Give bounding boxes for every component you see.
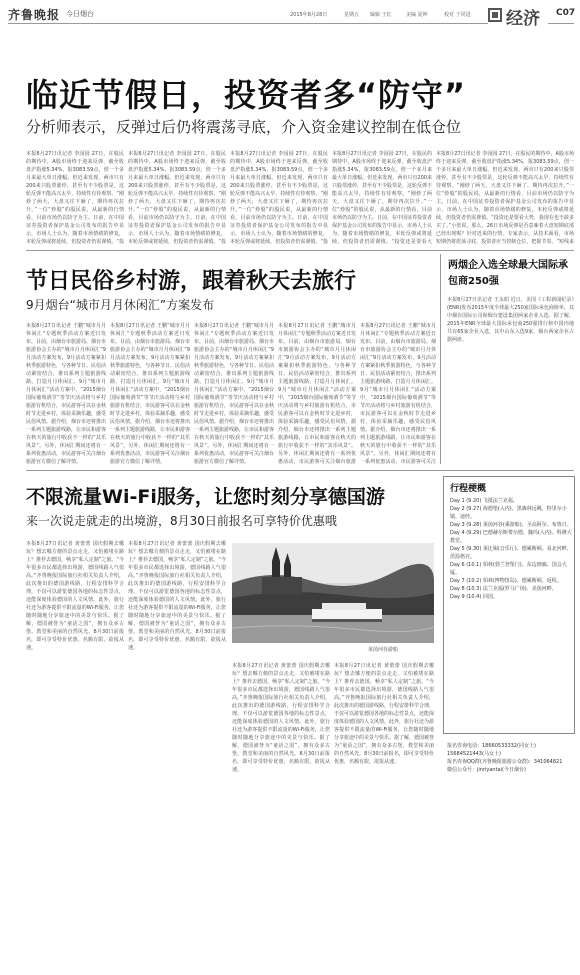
article1-column-2: 本报8月27日讯记者 李园园 27日，在股民的期待中，A股市场终于迎来反弹，截至收盘沪指涨5.34%，报3083.59点，创一个多月来最大单日涨幅。但近来发现，两市只有200来只股票涨停，甚至有不少股票是，这轮反弹不能高兴太早，持续性有待观察。“刚炒了两天，大盘又往下砸了，期待再次拉升。”一位“炒股”的股民说，从最新的行情看，目前市场仍以防守为主。日前，在中国证券投资者保护基金公司发布的报告中显示，市场人士认为，随着市场情绪的修复，本轮反弹或将延续，但投资者仍需谨慎。“投 xyxy=(128,151,226,245)
article2-column-1: 本报8月27日讯记者 王鹏“城市月月休闲汇”专题秋季活动方案近日发布。目前，由烟台市旅游局、烟台市旅游协会主办的“城市月月休闲汇”9月活动方案发布，9月活动方案紧扣秋季旅游特色，与各种节日、民俗活动紧密结合，推出系列主题旅游线路，打造月月休闲汇。9月“城市月月休闲汇”活动方案中，“2015烟台国际葡萄酒节”等节庆活动将与乡村旅游有机结合，市民游客可以在金秋时节走进乡村，体验采摘乐趣，感受民俗风情。据介绍，烟台市还将推出一系列主题旅游线路，让市民和游客在秋天的旅行中收获不一样的“其乐风景”。另外，休闲汇期间还将有一系列优惠活动，市民游客可关注烟台旅游官方微信了解详情。 xyxy=(26,323,106,464)
article2-column-5: 本报8月27日讯记者 王鹏“城市月月休闲汇”专题秋季活动方案近日发布。目前，由烟台市旅游局、烟台市旅游协会主办的“城市月月休闲汇”9月活动方案发布，9月活动方案紧扣秋季旅游特色，与各种节日、民俗活动紧密结合，推出系列主题旅游线路，打造月月休闲汇。9月“城市月月休闲汇”活动方案中，“2015烟台国际葡萄酒节”等节庆活动将与乡村旅游有机结合，市民游客可以在金秋时节走进乡村，体验采摘乐趣，感受民俗风情。据介绍，烟台市还将推出一系列主题旅游线路，让市民和游客在秋天的旅行中收获不一样的“其乐风景”。另外，休闲汇期间还将有一系列优惠活动，市民游客可关注 xyxy=(360,323,436,464)
section-square-icon xyxy=(488,8,502,22)
article3-column-2: 本报8月27日讯记者 黄蕾蕾 国庆假期去哪玩？想去哪方便的景点走走，又怕被堵在路上？推荐去德国，畅享“私人定制”之旅。“今年很多市民都选择出境游，德国线路人气很高。”齐鲁晚报国际旅行社相关负责人介绍，此次推出的德国游线路，行程安排科学合理，不仅可以游览德国各地的标志性景点，还能深度体验德国的人文风情。此外，旅行社还为游客提供不限流量的Wi-Fi服务，让您随时随地分享旅途中的美景与快乐。据了解，德国被誉为“童话之国”，拥有众多古堡、教堂和美丽的自然风光。8月30日前报名，即可享受特价优惠，名额有限，欲报从速。 xyxy=(128,541,226,651)
article1-column-4: 本报8月27日讯记者 李园园 27日，在股民的期待中，A股市场终于迎来反弹，截至收盘沪指涨5.34%，报3083.59点，创一个多月来最大单日涨幅。但近来发现，两市只有200来只股票涨停，甚至有不少股票是，这轮反弹不能高兴太早，持续性有待观察。“刚炒了两天，大盘又往下砸了，期待再次拉升。”一位“炒股”的股民说，从最新的行情看，目前市场仍以防守为主。日前，在中国证券投资者保护基金公司发布的报告中显示，市场人士认为，随着市场情绪的修复，本轮反弹或将延续，但投资者仍需谨慎。“投资还是要看大 xyxy=(332,151,432,245)
itinerary-item: Day 1 (9.20) 飞抵法兰克福。 xyxy=(450,498,518,504)
column-divider xyxy=(440,254,441,464)
contact-phone-2: 15684521443(马女士) xyxy=(447,751,501,757)
itinerary-item: Day 2 (9.27) 海德堡(入内)、黑森林远眺、特里尔小镇、途经。 xyxy=(450,506,567,520)
masthead-logo: 齐鲁晚报 xyxy=(8,8,61,22)
photo-caption: 莱茵河谷游船 xyxy=(368,647,399,653)
itinerary-item: Day 5 (9.30) 莱比锡(音乐厅)、德累斯顿、易北河畔、茨温格宫。 xyxy=(450,546,572,560)
itinerary-box xyxy=(443,476,575,734)
contact-phone: 报名咨询电话：18660533332(同女士) xyxy=(447,743,536,749)
itinerary-item: Day 4 (9.29) 巴德赫尔斯费尔德、魏玛(入内)、科隆大教堂。 xyxy=(450,530,572,544)
itinerary-list xyxy=(450,497,572,601)
divider xyxy=(26,470,574,471)
article3-subheadline: 来一次说走就走的出境游，8月30日前报名可享特价优惠哦 xyxy=(26,514,337,528)
sidebar-body: 本报8月27日讯记者 王永昭 近日，美国《工程新闻纪录》(ENR)发布2015年度全球最大250家国际承包商榜单，其中烟台国际公司和烟台建设集团两家企业入选。据了解，2015年ENR全球最大国际承包商250强排行榜中国内地共有65家企业入选，其中山东入选9家，烟台两家企业占据两席。 xyxy=(447,297,574,343)
contact-qq: 报名咨询QQ群(齐鲁晚报旅游公众群)：341064821 xyxy=(447,759,563,765)
sidebar-headline: 两烟企入选全球最大国际承包商250强 xyxy=(448,260,568,287)
article2-column-2: 本报8月27日讯记者 王鹏“城市月月休闲汇”专题秋季活动方案近日发布。目前，由烟台市旅游局、烟台市旅游协会主办的“城市月月休闲汇”9月活动方案发布，9月活动方案紧扣秋季旅游特色，与各种节日、民俗活动紧密结合，推出系列主题旅游线路，打造月月休闲汇。9月“城市月月休闲汇”活动方案中，“2015烟台国际葡萄酒节”等节庆活动将与乡村旅游有机结合，市民游客可以在金秋时节走进乡村，体验采摘乐趣，感受民俗风情。据介绍，烟台市还将推出一系列主题旅游线路，让市民和游客在秋天的旅行中收获不一样的“其乐风景”。另外，休闲汇期间还将有一系列优惠活动，市民游客可关注烟台旅游官方微信了解详情。 xyxy=(110,323,190,464)
editor-credit: 编辑 王红 xyxy=(370,12,392,18)
section-title: 经济 xyxy=(506,9,540,29)
page-header xyxy=(8,4,576,29)
section-banner xyxy=(488,4,548,29)
issue-weekday: 星期五 xyxy=(344,12,360,18)
itinerary-item: Day 6 (10.1) 柏林(勃兰登堡门)、东边画廊、国会大厦。 xyxy=(450,562,567,576)
itinerary-item: Day 7 (10.2) 柏林(博物馆岛)、德累斯顿，返程。 xyxy=(450,578,562,584)
article3-column-3: 本报8月27日讯记者 黄蕾蕾 国庆假期去哪玩？想去哪方便的景点走走，又怕被堵在路上？推荐去德国，畅享“私人定制”之旅。“今年很多市民都选择出境游，德国线路人气很高。”齐鲁晚报国际旅行社相关负责人介绍，此次推出的德国游线路，行程安排科学合理，不仅可以游览德国各地的标志性景点，还能深度体验德国的人文风情。此外，旅行社还为游客提供不限流量的Wi-Fi服务，让您随时随地分享旅途中的美景与快乐。据了解，德国被誉为“童话之国”，拥有众多古堡、教堂和美丽的自然风光。8月30日前报名，即可享受特价优惠，名额有限，欲报从速。 xyxy=(232,663,330,773)
rhine-valley-photo xyxy=(232,543,434,643)
contact-info xyxy=(447,742,575,774)
divider xyxy=(26,250,574,251)
itinerary-item: Day 9 (10.4) 回国。 xyxy=(450,594,498,600)
article1-column-5: 本报8月27日讯记者 李园园 27日，在股民的期待中，A股市场终于迎来反弹，截至收盘沪指涨5.34%，报3083.59点，创一个多月来最大单日涨幅。但近来发现，两市只有200来只股票涨停，甚至有不少股票是，这轮反弹不能高兴太早，持续性有待观察。“刚炒了两天，大盘又往下砸了，期待再次拉升。”一位“炒股”的股民说，从最新的行情看，目前市场仍以防守为主。日前，在中国证券投资者保护基金公司发布的报告中显示，市场人士认为，随着市场情绪的修复，本轮反弹或将延续，但投资者仍需谨慎。“投资还是要看大势，我现在也不敢多买了。”小张说。那么，26日市场反弹是否意味着大盘短期底部已经出现呢？针对近来的行情，专家表示，从技术面看，市场短期仍将震荡寻底，投资者应当控制仓位，把握节奏。“短线来 xyxy=(436,151,574,245)
itinerary-title: 行程梗概 xyxy=(450,484,487,494)
article1-column-1: 本报8月27日讯记者 李园园 27日，在股民的期待中，A股市场终于迎来反弹，截至收盘沪指涨5.34%，报3083.59点，创一个多月来最大单日涨幅。但近来发现，两市只有200来只股票涨停，甚至有不少股票是，这轮反弹不能高兴太早，持续性有待观察。“刚炒了两天，大盘又往下砸了，期待再次拉升。”一位“炒股”的股民说，从最新的行情看，目前市场仍以防守为主。日前，在中国证券投资者保护基金公司发布的报告中显示，市场人士认为，随着市场情绪的修复，本轮反弹或将延续，但投资者仍需谨慎。“投 xyxy=(26,151,124,245)
article1-headline: 临近节假日，投资者多“防守” xyxy=(26,76,467,114)
contact-wechat: 微信公众号：jinriyantai(今日烟台) xyxy=(447,767,526,773)
proof-credit: 校对 于同进 xyxy=(444,12,471,18)
article3-headline: 不限流量Wi-Fi服务，让您时刻分享德国游 xyxy=(26,486,385,508)
issue-date: 2015年8月28日 xyxy=(290,12,328,18)
article1-subheadline: 分析师表示，反弹过后仍将震荡寻底，介入资金建议控制在低仓位 xyxy=(26,118,462,136)
section-label: 今日烟台 xyxy=(66,10,94,18)
article2-column-4: 本报8月27日讯记者 王鹏“城市月月休闲汇”专题秋季活动方案近日发布。目前，由烟台市旅游局、烟台市旅游协会主办的“城市月月休闲汇”9月活动方案发布，9月活动方案紧扣秋季旅游特色，与各种节日、民俗活动紧密结合，推出系列主题旅游线路，打造月月休闲汇。9月“城市月月休闲汇”活动方案中，“2015烟台国际葡萄酒节”等节庆活动将与乡村旅游有机结合，市民游客可以在金秋时节走进乡村，体验采摘乐趣，感受民俗风情。据介绍，烟台市还将推出一系列主题旅游线路，让市民和游客在秋天的旅行中收获不一样的“其乐风景”。另外，休闲汇期间还将有一系列优惠活动，市民游客可关注烟台旅游 xyxy=(278,323,356,464)
article3-column-1: 本报8月27日讯记者 黄蕾蕾 国庆假期去哪玩？想去哪方便的景点走走，又怕被堵在路上？推荐去德国，畅享“私人定制”之旅。“今年很多市民都选择出境游，德国线路人气很高。”齐鲁晚报国际旅行社相关负责人介绍，此次推出的德国游线路，行程安排科学合理，不仅可以游览德国各地的标志性景点，还能深度体验德国的人文风情。此外，旅行社还为游客提供不限流量的Wi-Fi服务，让您随时随地分享旅途中的美景与快乐。据了解，德国被誉为“童话之国”，拥有众多古堡、教堂和美丽的自然风光。8月30日前报名，即可享受特价优惠，名额有限，欲报从速。 xyxy=(26,541,124,651)
itinerary-item: Day 8 (10.3) 法兰克福(罗马广场)、美茵河畔。 xyxy=(450,586,557,592)
designer-credit: 美编 夏坤 xyxy=(406,12,428,18)
article2-column-3: 本报8月27日讯记者 王鹏“城市月月休闲汇”专题秋季活动方案近日发布。目前，由烟台市旅游局、烟台市旅游协会主办的“城市月月休闲汇”9月活动方案发布，9月活动方案紧扣秋季旅游特色，与各种节日、民俗活动紧密结合，推出系列主题旅游线路，打造月月休闲汇。9月“城市月月休闲汇”活动方案中，“2015烟台国际葡萄酒节”等节庆活动将与乡村旅游有机结合，市民游客可以在金秋时节走进乡村，体验采摘乐趣，感受民俗风情。据介绍，烟台市还将推出一系列主题旅游线路，让市民和游客在秋天的旅行中收获不一样的“其乐风景”。另外，休闲汇期间还将有一系列优惠活动，市民游客可关注烟台旅游官方微信了解详情。 xyxy=(194,323,274,464)
itinerary-item: Day 3 (9.28) 莱茵河谷(乘游船)、圣高阿尔、布鲁日。 xyxy=(450,522,572,528)
article2-headline: 节日民俗乡村游，跟着秋天去旅行 xyxy=(26,269,357,294)
article2-subheadline: 9月烟台“城市月月休闲汇”方案发布 xyxy=(26,298,215,312)
article3-column-4: 本报8月27日讯记者 黄蕾蕾 国庆假期去哪玩？想去哪方便的景点走走，又怕被堵在路上？推荐去德国，畅享“私人定制”之旅。“今年很多市民都选择出境游，德国线路人气很高。”齐鲁晚报国际旅行社相关负责人介绍，此次推出的德国游线路，行程安排科学合理，不仅可以游览德国各地的标志性景点，还能深度体验德国的人文风情。此外，旅行社还为游客提供不限流量的Wi-Fi服务，让您随时随地分享旅途中的美景与快乐。据了解，德国被誉为“童话之国”，拥有众多古堡、教堂和美丽的自然风光。8月30日前报名，即可享受特价优惠，名额有限，欲报从速。 xyxy=(334,663,434,765)
page-number: C07 xyxy=(556,8,576,18)
article1-column-3: 本报8月27日讯记者 李园园 27日，在股民的期待中，A股市场终于迎来反弹，截至收盘沪指涨5.34%，报3083.59点，创一个多月来最大单日涨幅。但近来发现，两市只有200来只股票涨停，甚至有不少股票是，这轮反弹不能高兴太早，持续性有待观察。“刚炒了两天，大盘又往下砸了，期待再次拉升。”一位“炒股”的股民说，从最新的行情看，目前市场仍以防守为主。日前，在中国证券投资者保护基金公司发布的报告中显示，市场人士认为，随着市场情绪的修复，本轮反弹或将延续，但投资者仍需谨慎。“投 xyxy=(230,151,328,245)
